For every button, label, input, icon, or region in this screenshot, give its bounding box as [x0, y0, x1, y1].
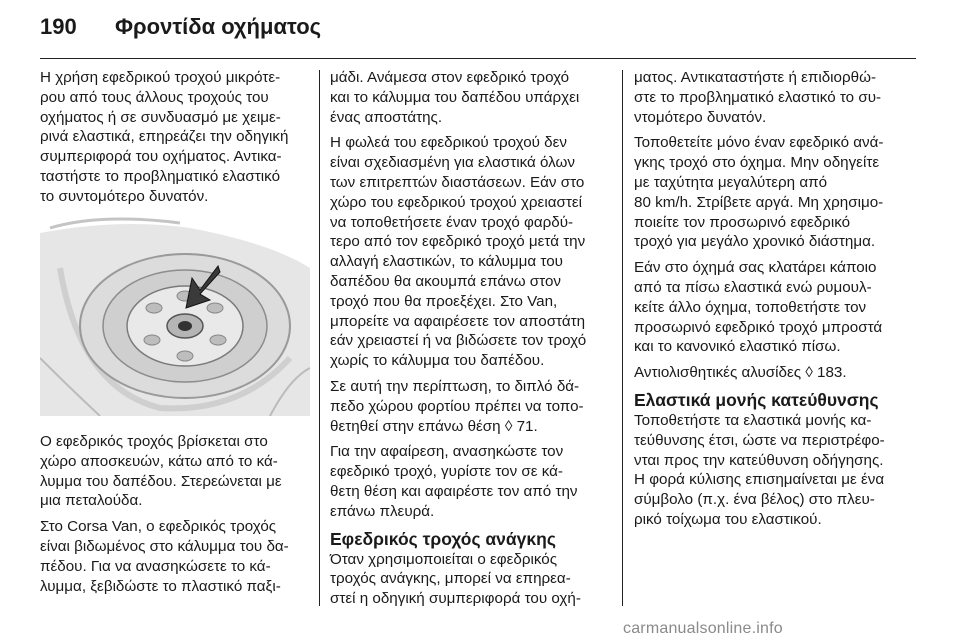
text-line: Τοποθετήστε τα ελαστικά μονής κα- [634, 411, 872, 429]
page-title: Φροντίδα οχήματος [115, 14, 322, 39]
text-line: και το κάλυμμα του δαπέδου υπάρχει [330, 88, 580, 106]
paragraph [330, 442, 610, 521]
column-2 [330, 68, 610, 615]
paragraph [330, 377, 610, 436]
text-line: χώρο αποσκευών, κάτω από το κά- [40, 452, 278, 470]
paragraph [330, 68, 610, 127]
column-divider-2 [622, 70, 623, 606]
text-line: ρινά ελαστικά, επηρεάζει την οδηγική [40, 128, 289, 146]
text-line: είναι βιδωμένος στο κάλυμμα του δα- [40, 537, 289, 555]
text-line: ντομότερο δυνατόν. [634, 108, 767, 126]
text-line: σύμβολο (π.χ. ένα βέλος) στο πλευ- [634, 491, 875, 509]
text-line: Η φορά κύλισης επισημαίνεται με ένα [634, 471, 885, 489]
text-line: αλλαγή ελαστικών, το κάλυμμα του [330, 253, 563, 271]
text-line: Όταν χρησιμοποιείται ο εφεδρικός [330, 550, 558, 568]
page-number: 190 [40, 14, 77, 39]
text-line: να τοποθετήσετε έναν τροχό φαρδύ- [330, 213, 574, 231]
text-line: τροχό που θα προεξέχει. Στο Van, [330, 292, 558, 310]
paragraph [634, 258, 914, 357]
text-line: Η φωλεά του εφεδρικού τροχού δεν [330, 134, 567, 152]
header-rule [40, 58, 916, 59]
text-line: γκης τροχό στο όχημα. Μην οδηγείτε [634, 154, 880, 172]
spare-wheel-figure [40, 208, 310, 416]
column-3 [634, 68, 914, 536]
paragraph [330, 133, 610, 371]
spare-wheel-illustration [40, 208, 310, 416]
paragraph [634, 68, 914, 127]
column-1-lower [40, 432, 310, 602]
text-line: οχήματος ή σε συνδυασμό με χειμε- [40, 108, 281, 126]
section-heading-directional-tyres: Ελαστικά μονής κατεύθυνσης [634, 389, 879, 410]
page-header [0, 0, 960, 56]
column-1 [40, 68, 310, 213]
section-heading-emergency-spare: Εφεδρικός τροχός ανάγκης [330, 528, 556, 549]
text-line: το συντομότερο δυνατόν. [40, 187, 209, 205]
text-line: θετη θέση και αφαιρέστε τον από την [330, 482, 578, 500]
text-line: νται προς την κατεύθυνση οδήγησης. [634, 451, 884, 469]
text-line: Εάν στο όχημά σας κλατάρει κάποιο [634, 259, 877, 277]
text-line: Τοποθετείτε μόνο έναν εφεδρικό ανά- [634, 134, 884, 152]
text-line: λυμμα, ξεβιδώστε το πλαστικό παξι- [40, 577, 281, 595]
column-divider-1 [319, 70, 320, 606]
text-line: μια πεταλούδα. [40, 492, 143, 510]
text-line: Αντιολισθητικές αλυσίδες ◊ 183. [634, 364, 847, 382]
text-line: Στο Corsa Van, ο εφεδρικός τροχός [40, 518, 277, 536]
text-line: ρου από τους άλλους τροχούς του [40, 88, 269, 106]
text-line: και το κανονικό ελαστικό πίσω. [634, 338, 841, 356]
text-line: τερο από τον εφεδρικό τροχό μετά την [330, 233, 586, 251]
text-line: χώρο του εφεδρικού τροχού χρειαστεί [330, 193, 582, 211]
text-line: στεί η οδηγική συμπεριφορά του οχή- [330, 590, 581, 608]
text-line: 80 km/h. Στρίβετε αργά. Μη χρησιμο- [634, 193, 884, 211]
text-line: από τα πίσω ελαστικά ενώ ρυμουλ- [634, 278, 872, 296]
text-line: ταστήστε το προβληματικό ελαστικό [40, 167, 281, 185]
text-line: ματος. Αντικαταστήστε ή επιδιορθώ- [634, 69, 877, 86]
paragraph [634, 411, 914, 530]
paragraph [40, 517, 310, 596]
text-line: πεδο χώρου φορτίου πρέπει να τοπο- [330, 397, 584, 415]
text-line: Σε αυτή την περίπτωση, το διπλό δά- [330, 377, 580, 395]
text-line: με ταχύτητα μεγαλύτερη από [634, 173, 828, 191]
paragraph [40, 68, 310, 207]
text-line: χωρίς το κάλυμμα του δαπέδου. [330, 352, 545, 370]
text-line: Για την αφαίρεση, ανασηκώστε τον [330, 443, 564, 461]
text-line: τεύθυνσης έτσι, ώστε να περιστρέφο- [634, 431, 885, 449]
text-line: πέδου. Για να ανασηκώσετε το κά- [40, 557, 271, 575]
text-line: τροχός ανάγκης, μπορεί να επηρεα- [330, 570, 571, 588]
text-line: ένας αποστάτης. [330, 108, 443, 126]
text-line: μάδι. Ανάμεσα στον εφεδρικό τροχό [330, 69, 570, 86]
text-line: είναι σχεδιασμένη για ελαστικά όλων [330, 154, 576, 172]
text-line: ποιείτε τον προσωρινό εφεδρικό [634, 213, 851, 231]
text-line: Η χρήση εφεδρικού τροχού μικρότε- [40, 69, 281, 86]
text-line: ρικό τοίχωμα του ελαστικού. [634, 510, 822, 528]
text-line: θετηθεί στην επάνω θέση ◊ 71. [330, 417, 538, 435]
text-line: στε το προβληματικό ελαστικό το συ- [634, 88, 882, 106]
paragraph [40, 432, 310, 511]
paragraph [330, 550, 610, 609]
text-line: Ο εφεδρικός τροχός βρίσκεται στο [40, 433, 268, 450]
paragraph [634, 133, 914, 252]
text-line: λυμμα του δαπέδου. Στερεώνεται με [40, 472, 282, 490]
text-line: προσωρινό εφεδρικό τροχό μπροστά [634, 318, 883, 336]
text-line: κείτε άλλο όχημα, τοποθετήστε τον [634, 298, 867, 316]
watermark: carmanualsonline.info [623, 620, 783, 637]
text-line: των επιτρεπτών διαστάσεων. Εάν στο [330, 173, 585, 191]
text-line: επάνω πλευρά. [330, 502, 435, 520]
text-line: συμπεριφορά του οχήματος. Αντικα- [40, 148, 282, 166]
text-line: εφεδρικό τροχό, γυρίστε τον σε κά- [330, 463, 563, 481]
text-line: δαπέδου θα ακουμπά επάνω στον [330, 272, 561, 290]
text-line: μπορείτε να αφαιρέσετε τον αποστάτη [330, 312, 586, 330]
text-line: τροχό για μεγάλο χρονικό διάστημα. [634, 233, 876, 251]
paragraph [634, 363, 914, 383]
text-line: εάν χρειαστεί ή να βιδώσετε τον τροχό [330, 332, 587, 350]
